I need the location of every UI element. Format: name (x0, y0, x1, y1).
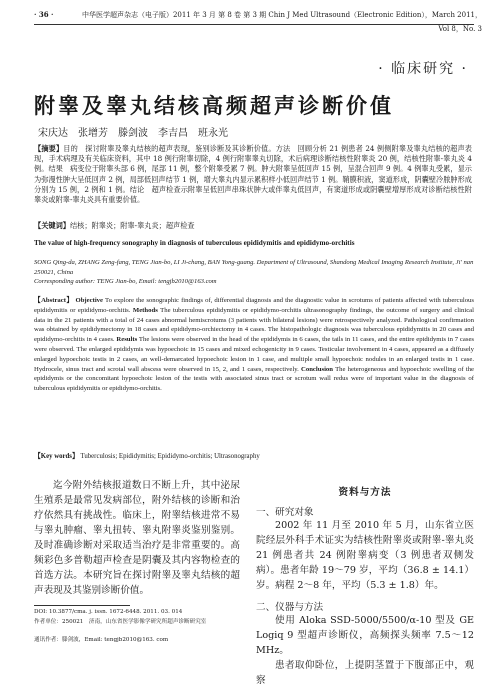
english-title: The value of high-frequency sonography in diagnosis of tuberculous epididymitis and epididymo-orchitis (34, 239, 355, 247)
methods-heading: Methods (132, 306, 158, 314)
page-number: · 36 · (34, 10, 54, 19)
section-heading: 资料与方法 (338, 487, 392, 498)
objective-text: To explore the sonographic findings of, differential diagnosis and the diagnostic value in scrotums of patients affected with tuberculous epididymitis or epididymo-orchitis. (34, 297, 474, 314)
keywords-label: 【关键词】 (34, 221, 70, 230)
english-authors (34, 258, 474, 287)
english-author-affiliation: SONG Qing-da, ZHANG Zeng-fang, TENG Jian-bo, LI Ji-chang, BAN Yong-guang. Department of Ultrasound, Shandong Medical Imaging Research Institute, Ji' nan 250021, China (34, 259, 474, 276)
conclusion-heading: Conclusion (301, 365, 333, 373)
footnote-corresponding: 通讯作者：滕剑波，Email: tengjb2010@163. com (34, 637, 169, 643)
running-header (0, 8, 502, 33)
materials-methods-section (256, 478, 474, 688)
results-text: The lesions were observed in the head of the epididymis in 6 cases, the tails in 11 cases, and the entire epididymis in 7 cases were observed. The enlarged epididymis was hypoechoic in 15 cases and mixed echogenicity in 9 cases. Testicular involvement in 4 cases, appeared as a diffusely enlarged hypoechoic testis in 2 cases, an well-demarcated hypoechoic lesion in 1 case, and multiple small hypoechoic nodules in an enlarged testis in 1 case. Hydrocele, sinus tract and scrotal wall abscess were observed in 15, 2, and 1 cases, respectively. (34, 336, 475, 373)
abstract-chinese (34, 144, 472, 205)
instruments-paragraph: 使用 Aloka SSD-5000/5500/α-10 型及 GE Logiq 9 型超声诊断仪，高频探头频率 7.5～12 MHz。 (256, 615, 474, 656)
keywords-chinese (34, 221, 472, 231)
corresponding-author: Corresponding author: TENG Jian-bo, Email: tengjb2010@163.com (34, 278, 217, 286)
subheading-instruments: 二、仪器与方法 (256, 602, 324, 613)
results-heading: Results (116, 336, 138, 344)
objective-heading: Objective (75, 297, 103, 304)
header-rule (34, 24, 474, 25)
abstract-english (34, 296, 474, 394)
footnote-rule (34, 605, 130, 606)
keywords-text: 结核；附睾炎；附睾-睾丸炎；超声检查 (69, 221, 195, 230)
methods-text: The tuberculous epididymitis or epididymo-orchitis ultrasonography findings, the outcome of surgery and clinical data in the 21 patients with a total of 24 cases abnormal hemiscrotums (3 patients with bilateral lesions) were retrospectively analyzed. Pathological confirmation was obtained by epididymectomy in 18 cases and epididymo-orchiectomy in 4 cases. The histopathologic diagnosis was tuberculous epididymitis in 20 cases and epididymo-orchitis in 4 cases. (34, 306, 475, 344)
subjects-paragraph: 2002 年 11 月至 2010 年 5 月，山东省立医院经层外科手术证实为结核性附睾炎或附睾-睾丸炎 21 例患者共 24 例附睾病变（3 例患者双侧发病）。患者年龄 19～79 岁，平均（36.8 ± 14.1）岁。病程 2～8 年，平均（5.3 ± 1.8）年。 (256, 520, 474, 591)
abstract-en-label: 【Abstract】 (34, 297, 74, 304)
keywords-en-label: 【Key words】 (34, 453, 79, 460)
keywords-english (34, 452, 474, 462)
footnote-affiliation: 作者单位：250021 济南，山东省医学影像学研究所超声诊断研究室 (34, 619, 207, 625)
procedure-paragraph: 患者取仰卧位，上提阴茎置于下腹部正中，观察 (256, 660, 474, 686)
keywords-en-text: Tuberculosis; Epididymitis; Epididymo-orchitis; Ultrasonography (80, 453, 260, 460)
abstract-label: 【摘要】 (34, 144, 64, 153)
introduction-paragraph: 迄今附外结核报道数日不断上升，其中泌尿生殖系是最常见发病部位，附外结核的诊断和治疗依然具有挑战性。临床上，附睾结核进常不易与睾丸肿瘤、睾丸扭转、睾丸附睾炎鉴别鉴别。及时准确诊断对采取适当治疗是非常重要的。高频彩色多普勒超声检查是阴囊及其内容物检查的首选方法。本研究旨在探讨附睾及睾丸结核的超声表现及其鉴别诊断价值。 (34, 480, 240, 596)
abstract-text: 目的 探讨附睾及睾丸结核的超声表现，鉴别诊断及其诊断价值。方法 回顾分析 21 例患者 24 例侧附睾及睾丸结核的超声表现，手术病理及有关临床资料，其中 18 例行附睾切除，4 例行附睾睾丸切除，术后病理诊断结核性附睾炎 20 例，结核性附睾-睾丸炎 4 例。结果 病变位于附睾头部 6 例，尾部 11 例，整个附睾受累 7 例。肿大附睾呈低回声 15 例，呈混合回声 9 例。4 例睾丸受累，显示为弥漫性肿大呈低回声 2 例，局部低回声结节 1 例，增大睾丸内显示累积样小低回声结节 1 例。鞘膜积液，窦道形成，阴囊壁冷脓肿形成分别为 15 例，2 例和 1 例。结论 超声检查示附睾呈低回声串珠状肿大或伴睾丸低回声，有窦道形成或阴囊壁增厚形成对诊断结核性附睾炎或附睾-睾丸炎具有重要价值。 (34, 144, 472, 205)
footnote-doi: DOI: 10.3877/cma. j. issn. 1672-6448. 2011. 03. 014 (34, 609, 183, 615)
author-list: 宋庆达 张增芳 滕剑波 李吉昌 班永光 (38, 128, 228, 139)
column-label: · 临床研究 · (378, 61, 468, 77)
conclusion-text: The heterogeneous and hypoechoic swelling of the epididymis or the concomitant hypoechoic lesion of the testis with associated sinus tract or scrotum wall redus were of important value in the diagnosis of tuberculous epididymitis or epididymo-orchitis. (34, 365, 475, 393)
subheading-subjects: 一、研究对象 (256, 507, 314, 518)
article-title: 附睾及睾丸结核高频超声诊断价值 (34, 93, 394, 118)
journal-citation: 中华医学超声杂志（电子版）2011 年 3 月 第 8 卷 第 3 期 Chin J Med Ultrasound（Electronic Edition），March 2011，Vol 8，No. 3 (81, 11, 482, 33)
